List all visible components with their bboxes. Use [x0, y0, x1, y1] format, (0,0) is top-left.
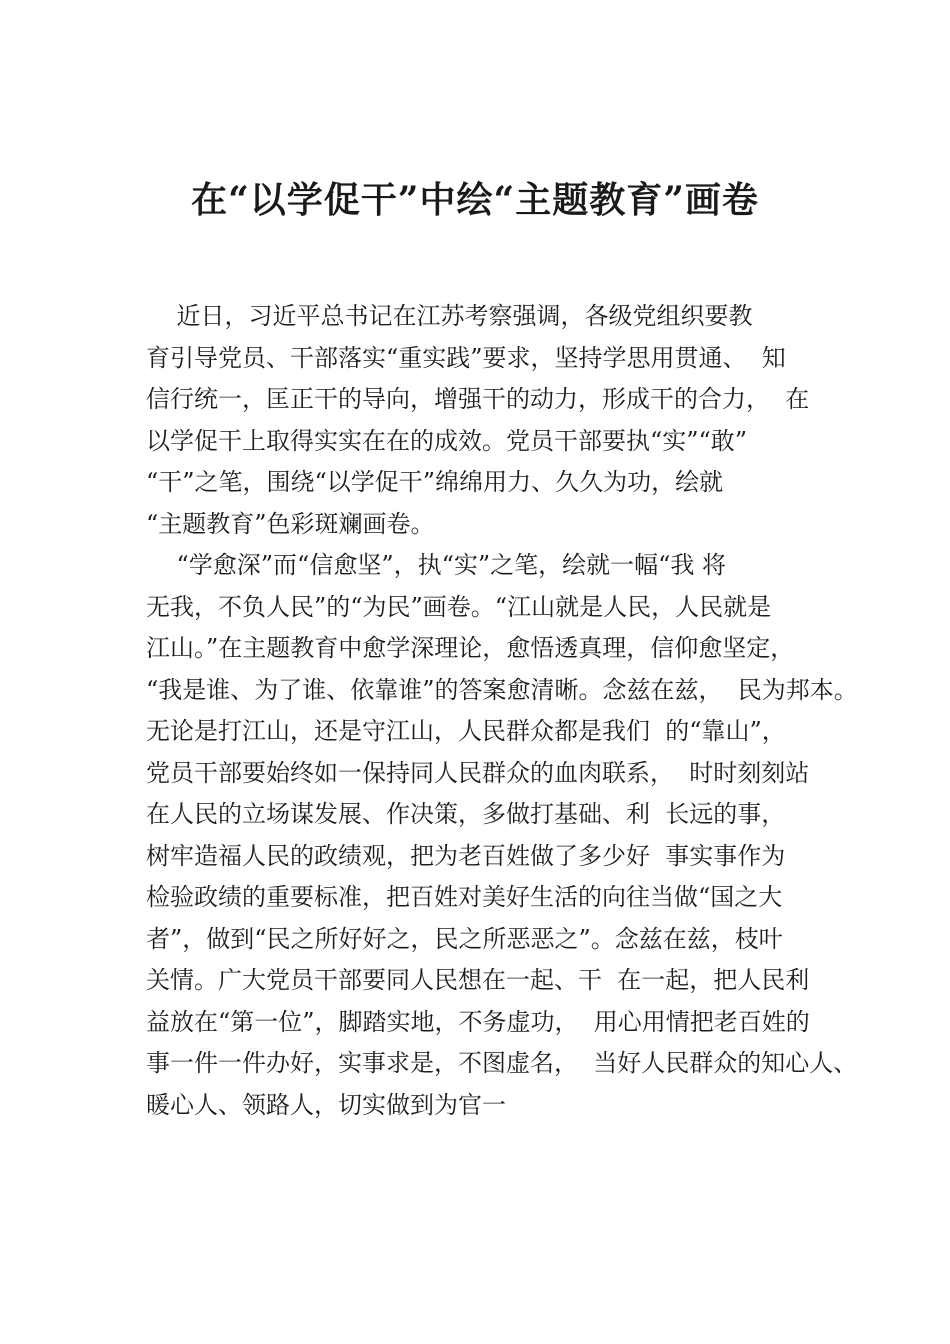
body-line: 在人民的立场谋发展、作决策，多做打基础、利 长远的事，: [146, 800, 786, 828]
body-line: 事一件一件办好，实事求是，不图虚名， 当好人民群众的知心人、: [146, 1049, 858, 1077]
body-line: 近日，习近平总书记在江苏考察强调，各级党组织要教: [146, 302, 753, 330]
body-line: “干”之笔，围绕“以学促干”绵绵用力、久久为功，绘就: [146, 468, 724, 496]
body-line: 者”，做到“民之所好好之，民之所恶恶之”。念兹在兹，枝叶: [146, 924, 783, 953]
body-line: 检验政绩的重要标准，把百姓对美好生活的向往当做“国之大: [146, 883, 783, 911]
body-line: 育引导党员、干部落实“重实践”要求，坚持学思用贯通、 知: [146, 343, 786, 372]
body-line: 树牢造福人民的政绩观，把为老百姓做了多少好 事实事作为: [146, 841, 786, 870]
body-line: “我是谁、为了谁、依靠谁”的答案愈清晰。念兹在兹， 民为邦本。: [146, 675, 858, 704]
body-line: “学愈深”而“信愈坚”，执“实”之笔，绘就一幅“我 将: [146, 551, 727, 579]
body-line: 关情。广大党员干部要同人民想在一起、干 在一起，把人民利: [146, 966, 810, 994]
body-line: 益放在“第一位”，脚踏实地，不务虚功， 用心用情把老百姓的: [146, 1007, 810, 1036]
document-title: 在“以学促干”中绘“主题教育”画卷: [191, 179, 759, 221]
body-line: 无我，不负人民”的“为民”画卷。“江山就是人民，人民就是: [146, 592, 772, 621]
document-body: [146, 296, 858, 1126]
body-line: 无论是打江山，还是守江山，人民群众都是我们 的“靠山”，: [146, 717, 786, 745]
body-line: 暖心人、领路人，切实做到为官一: [146, 1090, 506, 1119]
body-line: 信行统一，匡正干的导向，增强干的动力，形成干的合力， 在: [146, 385, 810, 413]
body-line: 江山。”在主题教育中愈学深理论，愈悟透真理，信仰愈坚定，: [146, 634, 795, 662]
body-line: 党员干部要始终如一保持同人民群众的血肉联系， 时时刻刻站: [146, 758, 810, 787]
body-line: 以学促干上取得实实在在的成效。党员干部要执“实”“敢”: [146, 426, 748, 455]
body-line: “主题教育”色彩斑斓画卷。: [146, 509, 435, 538]
